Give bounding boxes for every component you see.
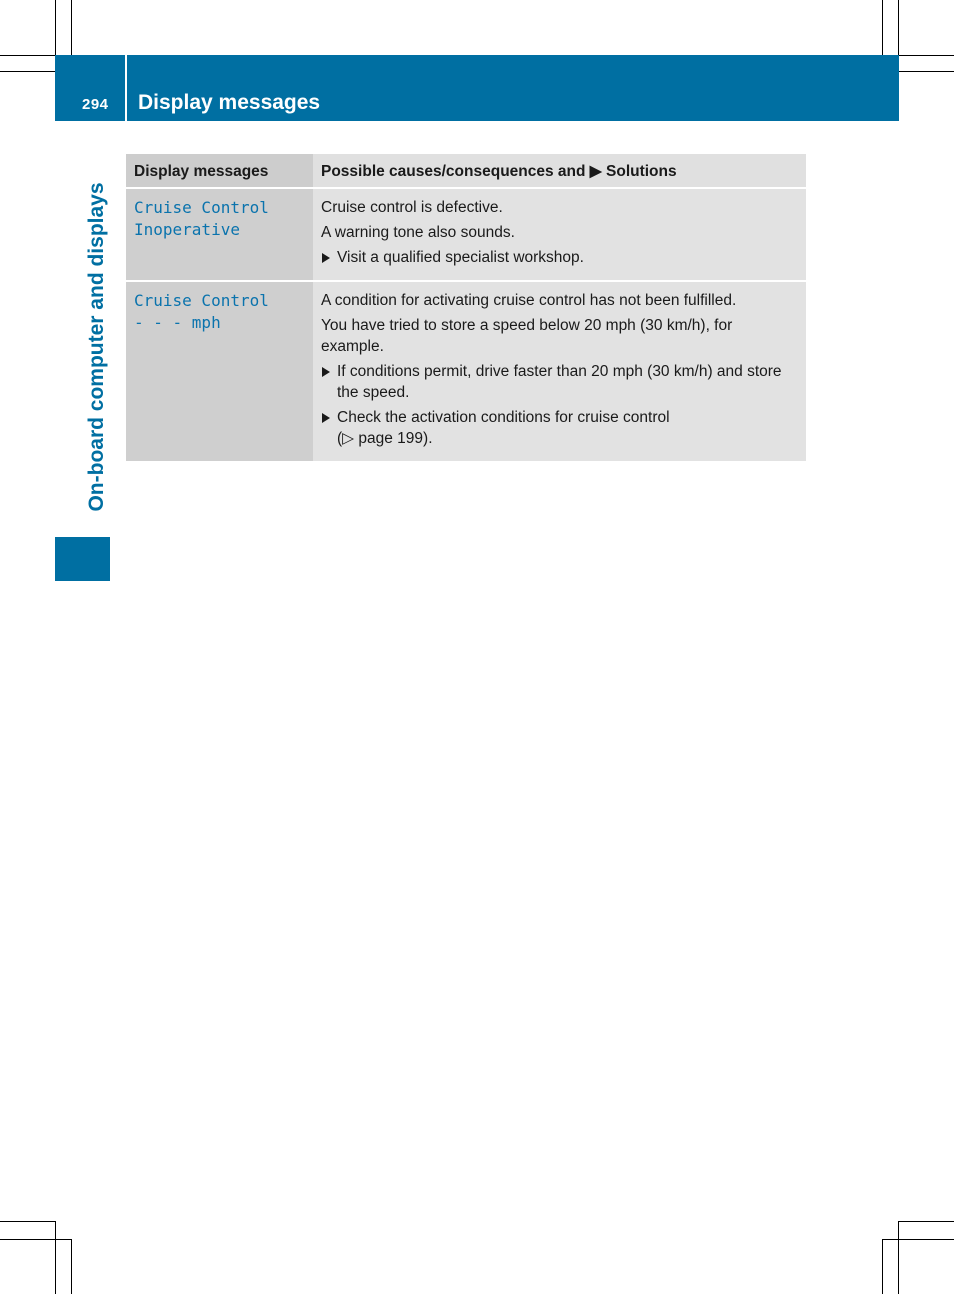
table-row (126, 188, 806, 281)
crop-mark (0, 71, 55, 72)
header-divider (125, 55, 127, 121)
page-header (55, 55, 899, 121)
crop-mark (71, 0, 72, 55)
message-cell (126, 188, 313, 281)
chapter-tab (55, 537, 110, 581)
crop-mark (898, 0, 899, 55)
display-messages-table (126, 154, 806, 461)
table-header-row (126, 154, 806, 188)
crop-mark (882, 1239, 954, 1240)
crop-mark (0, 1221, 55, 1222)
crop-mark (55, 0, 56, 55)
message-line: Cruise Control (134, 198, 269, 217)
message-line: Cruise Control (134, 291, 269, 310)
display-message (134, 290, 305, 334)
crop-mark (899, 71, 954, 72)
crop-mark (882, 1239, 883, 1294)
crop-mark (899, 1221, 954, 1222)
solution-step-text: Check the activation conditions for cruise control (337, 409, 670, 426)
solution-step: If conditions permit, drive faster than 20 mph (30 km/h) and store the speed. (321, 361, 798, 403)
crop-mark (0, 1239, 71, 1240)
column-header-solutions: Possible causes/consequences and ▶ Solutions (313, 154, 806, 188)
crop-mark (71, 1239, 72, 1294)
crop-mark (882, 0, 883, 55)
page-title: Display messages (138, 91, 321, 114)
solution-cell (313, 188, 806, 281)
solution-cell (313, 281, 806, 461)
cause-text: You have tried to store a speed below 20 mph (30 km/h), for example. (321, 317, 733, 355)
column-header-messages: Display messages (126, 154, 313, 188)
table-row (126, 281, 806, 461)
display-message (134, 197, 305, 241)
crop-mark (898, 1221, 899, 1294)
page-reference-link[interactable]: (▷ page 199). (337, 430, 433, 447)
chapter-label: On-board computer and displays (85, 182, 108, 512)
solution-step (321, 407, 798, 449)
cause-text: Cruise control is defective. (321, 199, 503, 216)
page-number: 294 (82, 96, 109, 113)
crop-mark (899, 55, 954, 56)
crop-mark (0, 55, 55, 56)
cause-text: A condition for activating cruise control has not been fulfilled. (321, 292, 737, 309)
solution-step: Visit a qualified specialist workshop. (321, 247, 798, 268)
message-cell (126, 281, 313, 461)
message-line: - - - mph (134, 313, 221, 332)
cause-text: A warning tone also sounds. (321, 224, 515, 241)
message-line: Inoperative (134, 220, 240, 239)
crop-mark (55, 1221, 56, 1294)
